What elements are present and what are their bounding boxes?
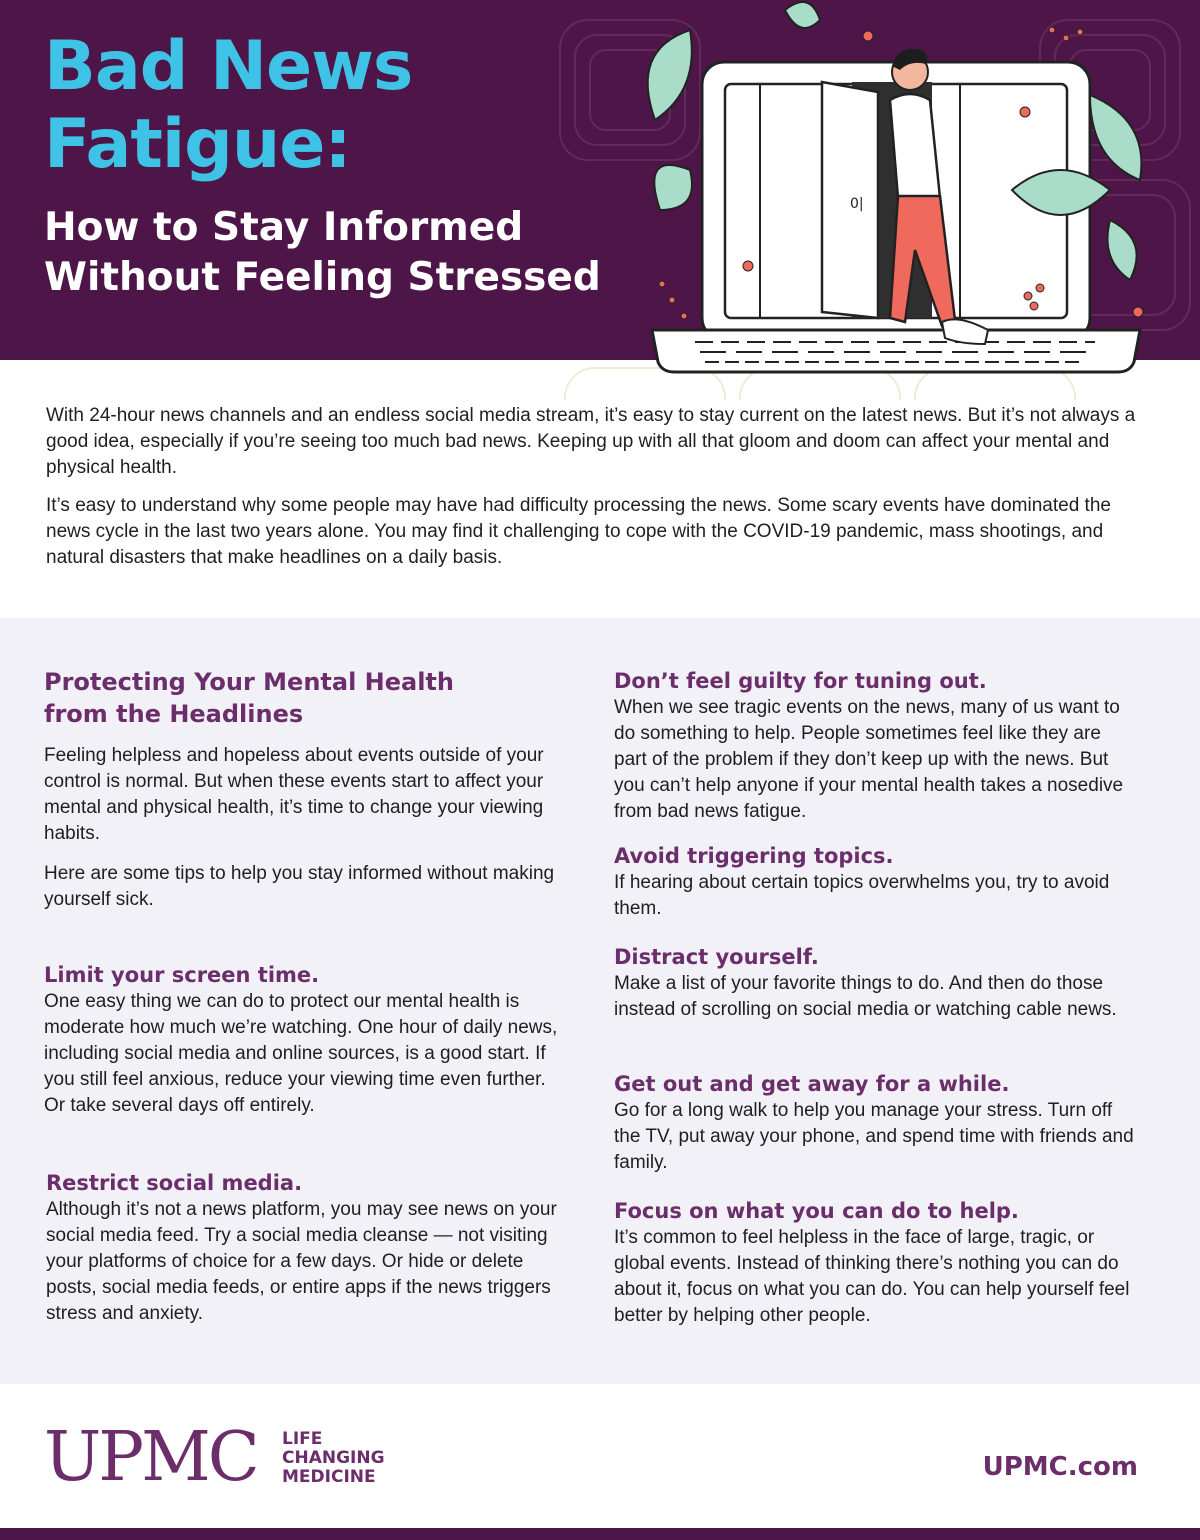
tip-body: Make a list of your favorite things to do. And then do those instead of scrolling on social media or watching cable news.: [614, 973, 1117, 1020]
tip-body: One easy thing we can do to protect our mental health is moderate how much we’re watching. One hour of daily news, including social media and online sources, is a good start. If you still feel anxious, reduce your viewing time even further. Or take several days off entirely.: [44, 991, 558, 1116]
intro-section: [46, 403, 1136, 583]
main-heading: [44, 666, 564, 730]
tip-focus-on-helping: [614, 1198, 1134, 1329]
intro-paragraph-2: It’s easy to understand why some people may have had difficulty processing the news. Some scary events have dominated the news cycle in the last two years alone. You may find it challenging to cope with the COVID-19 pandemic, mass shootings, and natural disasters that make headlines on a daily basis.: [46, 495, 1111, 568]
tip-heading: Don’t feel guilty for tuning out.: [614, 669, 987, 693]
tip-avoid-triggering-topics: [614, 843, 1134, 922]
tip-body: It’s common to feel helpless in the face of large, tragic, or global events. Instead of thinking there’s nothing you can do about it, focus on what you can do. You can help yourself feel better by helping other people.: [614, 1227, 1130, 1326]
tip-heading: Avoid triggering topics.: [614, 844, 894, 868]
left-column: [44, 666, 564, 913]
tip-body: If hearing about certain topics overwhelms you, try to avoid them.: [614, 872, 1110, 919]
tagline-line-2: CHANGING: [282, 1448, 385, 1468]
tip-body: Go for a long walk to help you manage your stress. Turn off the TV, put away your phone, and spend time with friends and family.: [614, 1100, 1134, 1173]
tip-heading: Focus on what you can do to help.: [614, 1199, 1019, 1223]
left-paragraph-1: Feeling helpless and hopeless about events outside of your control is normal. But when these events start to affect your mental and physical health, it’s time to change your viewing habits.: [44, 745, 544, 844]
title-line-1: Bad News: [44, 27, 413, 106]
left-paragraph-2: Here are some tips to help you stay informed without making yourself sick.: [44, 863, 555, 910]
tagline-line-3: MEDICINE: [282, 1467, 376, 1487]
tip-body: When we see tragic events on the news, many of us want to do something to help. People sometimes feel like they are part of the problem if they don’t keep up with the news. But you can’t help anyone if your mental health takes a nosedive from bad news fatigue.: [614, 697, 1124, 822]
tip-dont-feel-guilty: [614, 668, 1134, 825]
tip-heading: Restrict social media.: [46, 1171, 303, 1195]
tip-body: Although it’s not a news platform, you may see news on your social media feed. Try a social media cleanse — not visiting your platforms of choice for a few days. Or hide or delete posts, social media feeds, or entire apps if the news triggers stress and anxiety.: [46, 1199, 557, 1324]
main-heading-line-1: Protecting Your Mental Health: [44, 668, 454, 696]
main-heading-line-2: from the Headlines: [44, 700, 304, 728]
intro-paragraph-1: With 24-hour news channels and an endless social media stream, it’s easy to stay current on the latest news. But it’s not always a good idea, especially if you’re seeing too much bad news. Keeping up with all that gloom and doom can affect your mental and physical health.: [46, 405, 1136, 478]
tip-heading: Limit your screen time.: [44, 963, 320, 987]
tip-get-out: [614, 1071, 1134, 1176]
tagline: [282, 1430, 385, 1487]
subtitle-line-2: Without Feeling Stressed: [44, 255, 601, 300]
tip-restrict-social-media: [46, 1170, 566, 1327]
tip-limit-screen-time: [44, 962, 564, 1119]
tip-heading: Get out and get away for a while.: [614, 1072, 1010, 1096]
bottom-bar: [0, 1528, 1200, 1540]
svg-text:0|: 0|: [850, 196, 864, 212]
tip-heading: Distract yourself.: [614, 945, 819, 969]
laptop-door-person-icon: [0, 0, 1200, 400]
website-link[interactable]: UPMC.com: [982, 1452, 1138, 1482]
subtitle-line-1: How to Stay Informed: [44, 205, 524, 250]
tip-distract-yourself: [614, 944, 1134, 1023]
tagline-line-1: LIFE: [282, 1429, 323, 1449]
upmc-logo: UPMC: [44, 1418, 257, 1497]
title-line-2: Fatigue:: [44, 105, 351, 184]
